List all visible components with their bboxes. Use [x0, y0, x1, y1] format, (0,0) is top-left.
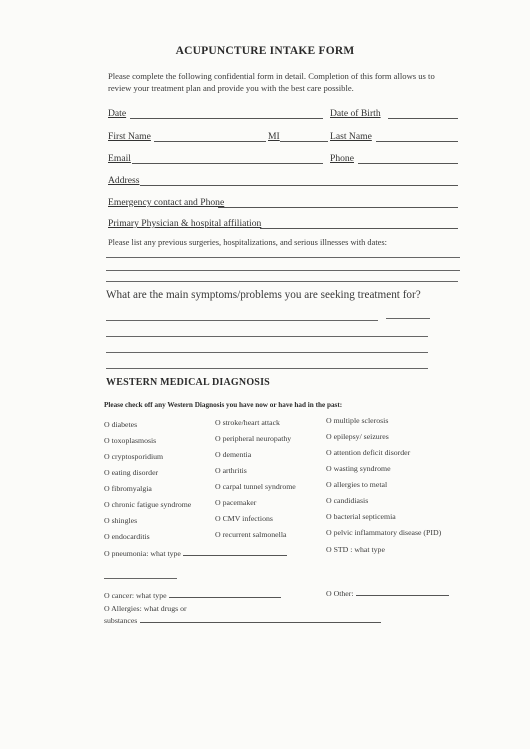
option-eating-disorder[interactable]: O eating disorder [104, 468, 159, 477]
symptoms-line-3[interactable] [106, 352, 428, 353]
option-epilepsy[interactable]: O epilepsy/ seizures [326, 432, 389, 441]
dob-line [388, 118, 458, 119]
option-candidiasis[interactable]: O candidiasis [326, 496, 369, 505]
symptoms-line-4[interactable] [106, 368, 428, 369]
physician-label: Primary Physician & hospital affiliation [108, 218, 262, 229]
option-stroke[interactable]: O stroke/heart attack [215, 418, 280, 427]
dob-field[interactable] [330, 106, 458, 120]
emergency-field[interactable] [108, 195, 458, 209]
physician-row [108, 216, 458, 230]
email-field[interactable] [108, 151, 323, 165]
option-metal-allergy[interactable]: O allergies to metal [326, 480, 388, 489]
date-line [130, 118, 323, 119]
form-title: ACUPUNCTURE INTAKE FORM [175, 45, 355, 57]
name-row [108, 129, 458, 143]
option-fibromyalgia[interactable]: O fibromyalgia [104, 484, 152, 493]
address-line [140, 185, 458, 186]
option-allergies[interactable]: O Allergies: what drugs or [104, 604, 187, 613]
option-pacemaker[interactable]: O pacemaker [215, 498, 257, 507]
option-salmonella[interactable]: O recurrent salmonella [215, 530, 287, 539]
option-arthritis[interactable]: O arthritis [215, 466, 247, 475]
physician-line [260, 228, 458, 229]
phone-label: Phone [330, 153, 354, 164]
option-wasting[interactable]: O wasting syndrome [326, 464, 391, 473]
option-pneumonia[interactable] [104, 548, 287, 558]
symptoms-line-2[interactable] [106, 336, 428, 337]
western-instruction: Please check off any Western Diagnosis you have now or have had in the past: [104, 401, 343, 409]
phone-field[interactable] [330, 151, 458, 165]
symptoms-line-1b[interactable] [386, 318, 430, 319]
first-name-line [154, 141, 266, 142]
allergies-substances-label: substances [104, 616, 138, 625]
emergency-line [218, 207, 458, 208]
date-label: Date [108, 108, 127, 119]
option-cancer[interactable] [104, 590, 281, 600]
option-cryptosporidium[interactable]: O cryptosporidium [104, 452, 164, 461]
allergies-line[interactable] [140, 615, 381, 623]
option-septicemia[interactable]: O bacterial septicemia [326, 512, 396, 521]
cancer-label: O cancer: what type [104, 591, 167, 600]
option-multiple-sclerosis[interactable]: O multiple sclerosis [326, 416, 389, 425]
dob-label: Date of Birth [330, 108, 381, 119]
option-carpal-tunnel[interactable]: O carpal tunnel syndrome [215, 482, 296, 491]
option-other[interactable] [326, 588, 449, 598]
first-name-field[interactable] [108, 129, 266, 143]
mi-line [280, 141, 328, 142]
option-pid[interactable]: O pelvic inflammatory disease (PID) [326, 528, 442, 537]
history-prompt: Please list any previous surgeries, hospitalizations, and serious illnesses with dates: [108, 238, 387, 247]
first-name-label: First Name [108, 131, 151, 142]
date-row [108, 106, 458, 120]
email-row [108, 151, 458, 165]
mi-field[interactable] [266, 129, 328, 143]
cancer-line[interactable] [169, 590, 281, 598]
date-field[interactable] [108, 106, 323, 120]
option-chronic-fatigue[interactable]: O chronic fatigue syndrome [104, 500, 192, 509]
pneumonia-label: O pneumonia: what type [104, 549, 181, 558]
history-line-1[interactable] [106, 257, 460, 258]
emergency-label: Emergency contact and Phone [108, 197, 225, 208]
option-add[interactable]: O attention deficit disorder [326, 448, 411, 457]
option-endocarditis[interactable]: O endocarditis [104, 532, 150, 541]
pneumonia-line[interactable] [183, 548, 287, 556]
email-line [132, 163, 323, 164]
address-field[interactable] [108, 173, 458, 187]
option-std[interactable]: O STD : what type [326, 545, 385, 554]
western-diagnosis-title: WESTERN MEDICAL DIAGNOSIS [106, 377, 270, 388]
mi-label: MI [268, 131, 280, 142]
form-intro: Please complete the following confidential form in detail. Completion of this form allows us to review your treatment plan and provide you with the best care possible. [108, 71, 435, 93]
other-label: O Other: [326, 589, 354, 598]
phone-line [358, 163, 458, 164]
option-cmv[interactable]: O CMV infections [215, 514, 273, 523]
option-allergies-cont[interactable] [104, 615, 381, 625]
option-toxoplasmosis[interactable]: O toxoplasmosis [104, 436, 157, 445]
last-name-line [376, 141, 458, 142]
other-line[interactable] [356, 588, 449, 596]
last-name-field[interactable] [330, 129, 458, 143]
option-neuropathy[interactable]: O peripheral neuropathy [215, 434, 292, 443]
history-line-2[interactable] [106, 270, 460, 271]
address-row [108, 173, 458, 187]
option-diabetes[interactable]: O diabetes [104, 420, 138, 429]
email-label: Email [108, 153, 131, 164]
symptoms-prompt: What are the main symptoms/problems you are seeking treatment for? [106, 289, 421, 301]
symptoms-line-1a[interactable] [106, 320, 378, 321]
option-dementia[interactable]: O dementia [215, 450, 252, 459]
option-shingles[interactable]: O shingles [104, 516, 138, 525]
last-name-label: Last Name [330, 131, 372, 142]
emergency-row [108, 195, 458, 209]
pneumonia-extra-line[interactable] [104, 578, 177, 579]
history-line-3[interactable] [106, 281, 458, 282]
address-label: Address [108, 175, 140, 186]
physician-field[interactable] [108, 216, 458, 230]
